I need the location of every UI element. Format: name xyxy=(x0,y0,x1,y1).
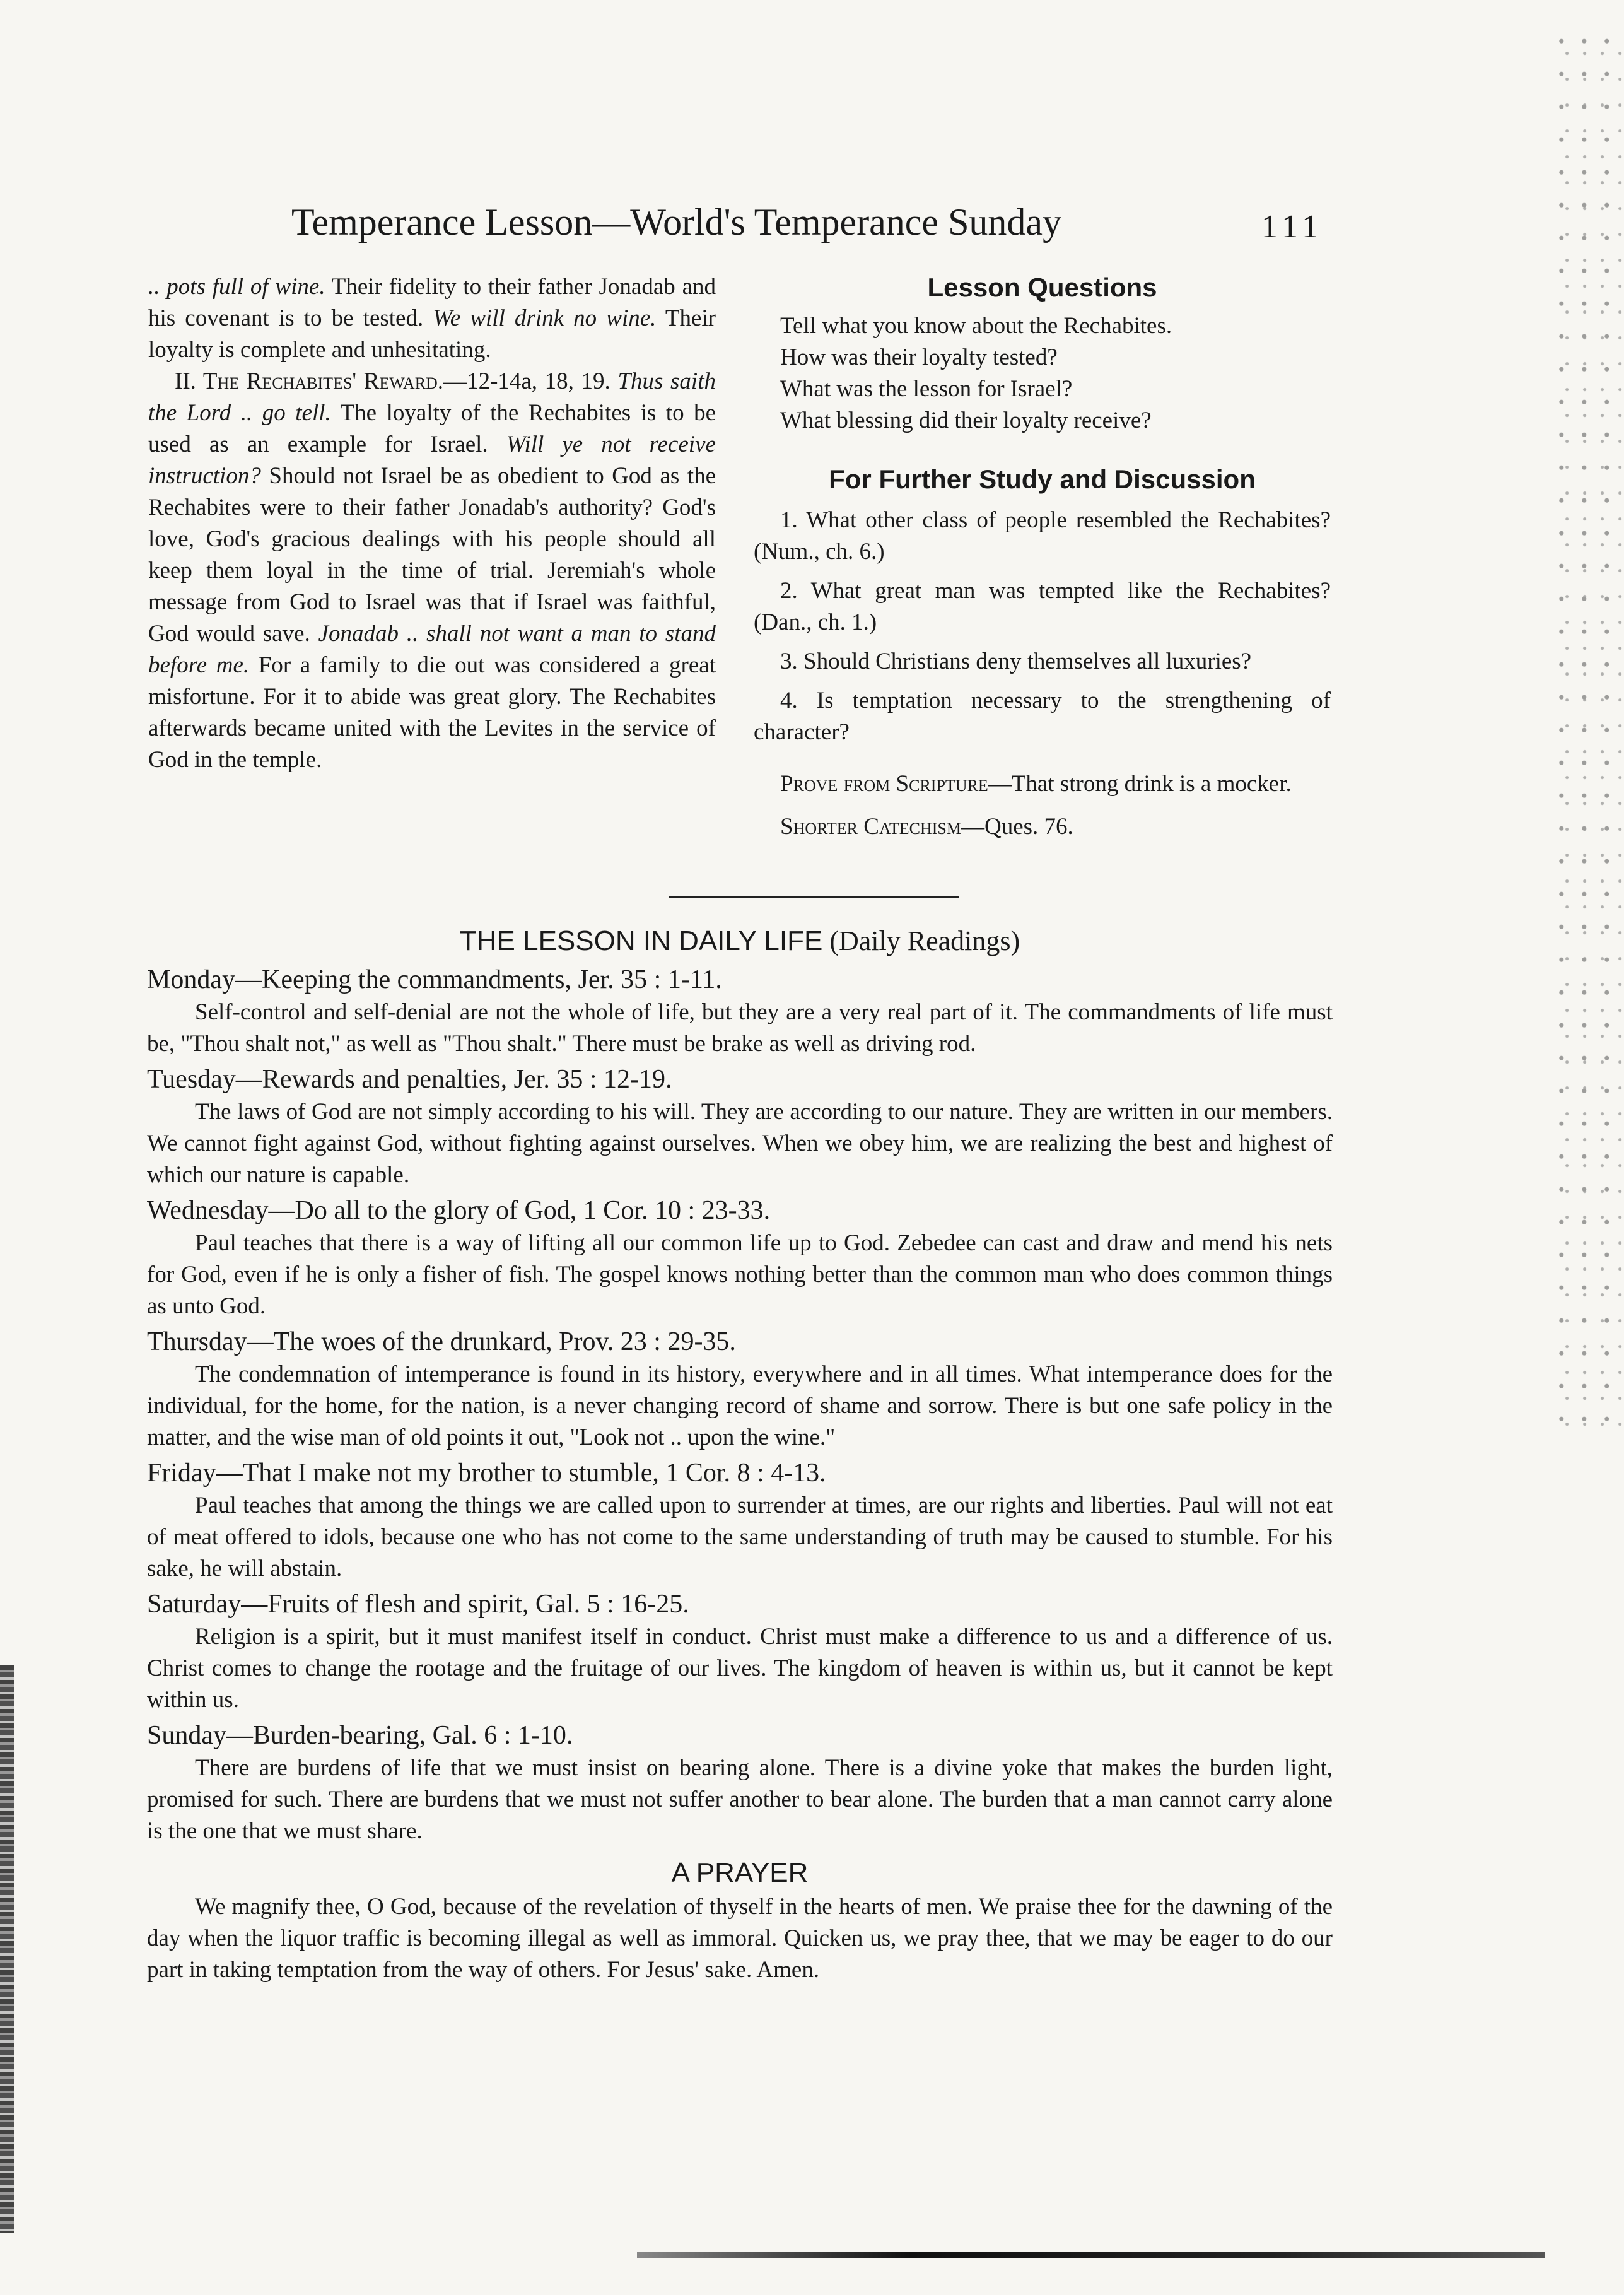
paragraph-text: Their fidelity to their father Jonadab and his covenant is to be tested. xyxy=(148,274,716,331)
section-reference: —12-14a, 18, 19. xyxy=(443,368,618,394)
bottom-rule xyxy=(637,2252,1545,2258)
running-title: Temperance Lesson—World's Temperance Sunday xyxy=(291,201,1062,243)
day-text-monday: Self-control and self-denial are not the whole of life, but they are a very real part of it. The commandments of life must be, "Thou shalt not," as well as "Thou shalt." There must be brake as well as driving rod. xyxy=(147,999,1333,1057)
day-text-tuesday: The laws of God are not simply according to his will. They are according to our nature. They are written in our members. We cannot fight against God, without fighting against ourselves. When we obey him, we are realizing the best and highest of which our nature is capable. xyxy=(147,1099,1333,1188)
scan-edge-right xyxy=(1555,38,1624,1426)
day-text-friday: Paul teaches that among the things we are called upon to surrender at times, are our rights and liberties. Paul will not eat of meat offered to idols, because one who has not come to the same understanding of truth may be caused to stumble. For his sake, he will abstain. xyxy=(147,1493,1333,1582)
day-text-saturday: Religion is a spirit, but it must manifest itself in conduct. Christ must make a difference to us and a difference of us. Christ comes to change the rootage and the fruitage of our lives. The kingdom of heaven is within us, but it cannot be kept within us. xyxy=(147,1624,1333,1713)
scan-edge-left xyxy=(0,1665,14,2233)
daily-life-heading-sub: (Daily Readings) xyxy=(822,925,1020,956)
day-title-friday: Friday—That I make not my brother to stumble, 1 Cor. 8 : 4-13. xyxy=(147,1459,826,1488)
section-divider xyxy=(669,896,959,898)
prayer-text: We magnify thee, O God, because of the revelation of thyself in the hearts of men. We praise thee for the dawning of the day when the liquor traffic is becoming illegal as well as immoral. Quicken us, we pray thee, that we may be eager to do our part in taking temptation from the way of others. For Jesus' sake. Amen. xyxy=(147,1894,1333,1983)
list-item: 1. What other class of people resembled the Rechabites? (Num., ch. 6.) xyxy=(754,507,1331,565)
prove-text: —That strong drink is a mocker. xyxy=(988,771,1292,797)
section-label: II. The Rechabites' Reward. xyxy=(175,368,444,394)
quote-italic: Will ye not receive instruction? xyxy=(148,431,716,489)
paragraph-text: The loyalty of the Rechabites is to be used as an example for Israel. xyxy=(148,400,716,457)
paragraph-text: Should not Israel be as obedient to God as the Rechabites were to their father Jonadab's authority? God's love, God's gracious dealings with his people should all keep them loyal in the time of trial. Jeremiah's whole message from God to Israel was that if Israel was faithful, God would save. xyxy=(148,463,716,647)
page-number: 111 xyxy=(1261,209,1324,245)
prove-label: Prove from Scripture xyxy=(780,771,988,797)
daily-life-heading xyxy=(147,922,1333,960)
left-paragraph-2 xyxy=(148,366,716,776)
list-item: 4. Is temptation necessary to the strengthening of character? xyxy=(754,688,1331,745)
prayer-heading: A PRAYER xyxy=(671,1857,809,1888)
list-item: Tell what you know about the Rechabites. xyxy=(780,313,1172,339)
day-title-sunday: Sunday—Burden-bearing, Gal. 6 : 1-10. xyxy=(147,1721,573,1750)
list-item: How was their loyalty tested? xyxy=(780,344,1058,370)
further-study-heading: For Further Study and Discussion xyxy=(829,464,1256,494)
daily-life-section xyxy=(147,922,1333,1986)
list-item: What was the lesson for Israel? xyxy=(780,376,1073,402)
day-text-sunday: There are burdens of life that we must insist on bearing alone. There is a divine yoke that makes the burden light, promised for such. There are burdens that we must not suffer another to bear alone. The burden that a man cannot carry alone is the one that we must share. xyxy=(147,1755,1333,1844)
catechism-text: —Ques. 76. xyxy=(961,814,1073,840)
day-text-thursday: The condemnation of intemperance is found in its history, everywhere and in all times. What intemperance does for the individual, for the home, for the nation, is a never changing record of shame and sorrow. There is but one safe policy in the matter, and the wise man of old points it out, "Look not .. upon the wine." xyxy=(147,1361,1333,1450)
prove-from-scripture xyxy=(754,768,1331,800)
day-title-thursday: Thursday—The woes of the drunkard, Prov. 23 : 29-35. xyxy=(147,1327,736,1356)
lesson-questions-list xyxy=(754,310,1331,437)
day-title-monday: Monday—Keeping the commandments, Jer. 35 : 1-11. xyxy=(147,965,722,994)
lesson-questions-heading: Lesson Questions xyxy=(927,273,1157,302)
right-column xyxy=(754,270,1331,843)
day-text-wednesday: Paul teaches that there is a way of lifting all our common life up to God. Zebedee can cast and draw and mend his nets for God, even if he is only a fisher of fish. The gospel knows nothing better than the common man who does common things as unto God. xyxy=(147,1230,1333,1319)
day-title-saturday: Saturday—Fruits of flesh and spirit, Gal. 5 : 16-25. xyxy=(147,1590,689,1619)
shorter-catechism xyxy=(754,811,1331,843)
quote-italic: .. pots full of wine. xyxy=(148,274,325,300)
list-item: 2. What great man was tempted like the Rechabites? (Dan., ch. 1.) xyxy=(754,578,1331,635)
quote-italic: Jonadab .. shall not want a man to stand before me. xyxy=(148,621,716,678)
quote-italic: Thus saith the Lord .. go tell. xyxy=(148,368,716,426)
quote-italic: We will drink no wine. xyxy=(433,305,657,331)
left-paragraph-1 xyxy=(148,271,716,366)
catechism-label: Shorter Catechism xyxy=(780,814,961,840)
daily-life-heading-main: THE LESSON IN DAILY LIFE xyxy=(459,925,823,956)
paragraph-text: For a family to die out was considered a great misfortune. For it to abide was great glory. The Rechabites afterwards became united with the Levites in the service of God in the temple. xyxy=(148,652,716,773)
left-column xyxy=(148,271,716,776)
list-item: 3. Should Christians deny themselves all luxuries? xyxy=(780,649,1252,674)
day-title-wednesday: Wednesday—Do all to the glory of God, 1 Cor. 10 : 23-33. xyxy=(147,1196,771,1225)
day-title-tuesday: Tuesday—Rewards and penalties, Jer. 35 : 12-19. xyxy=(147,1065,672,1094)
list-item: What blessing did their loyalty receive? xyxy=(780,408,1152,433)
paragraph-text: Their loyalty is complete and unhesitating. xyxy=(148,305,716,363)
